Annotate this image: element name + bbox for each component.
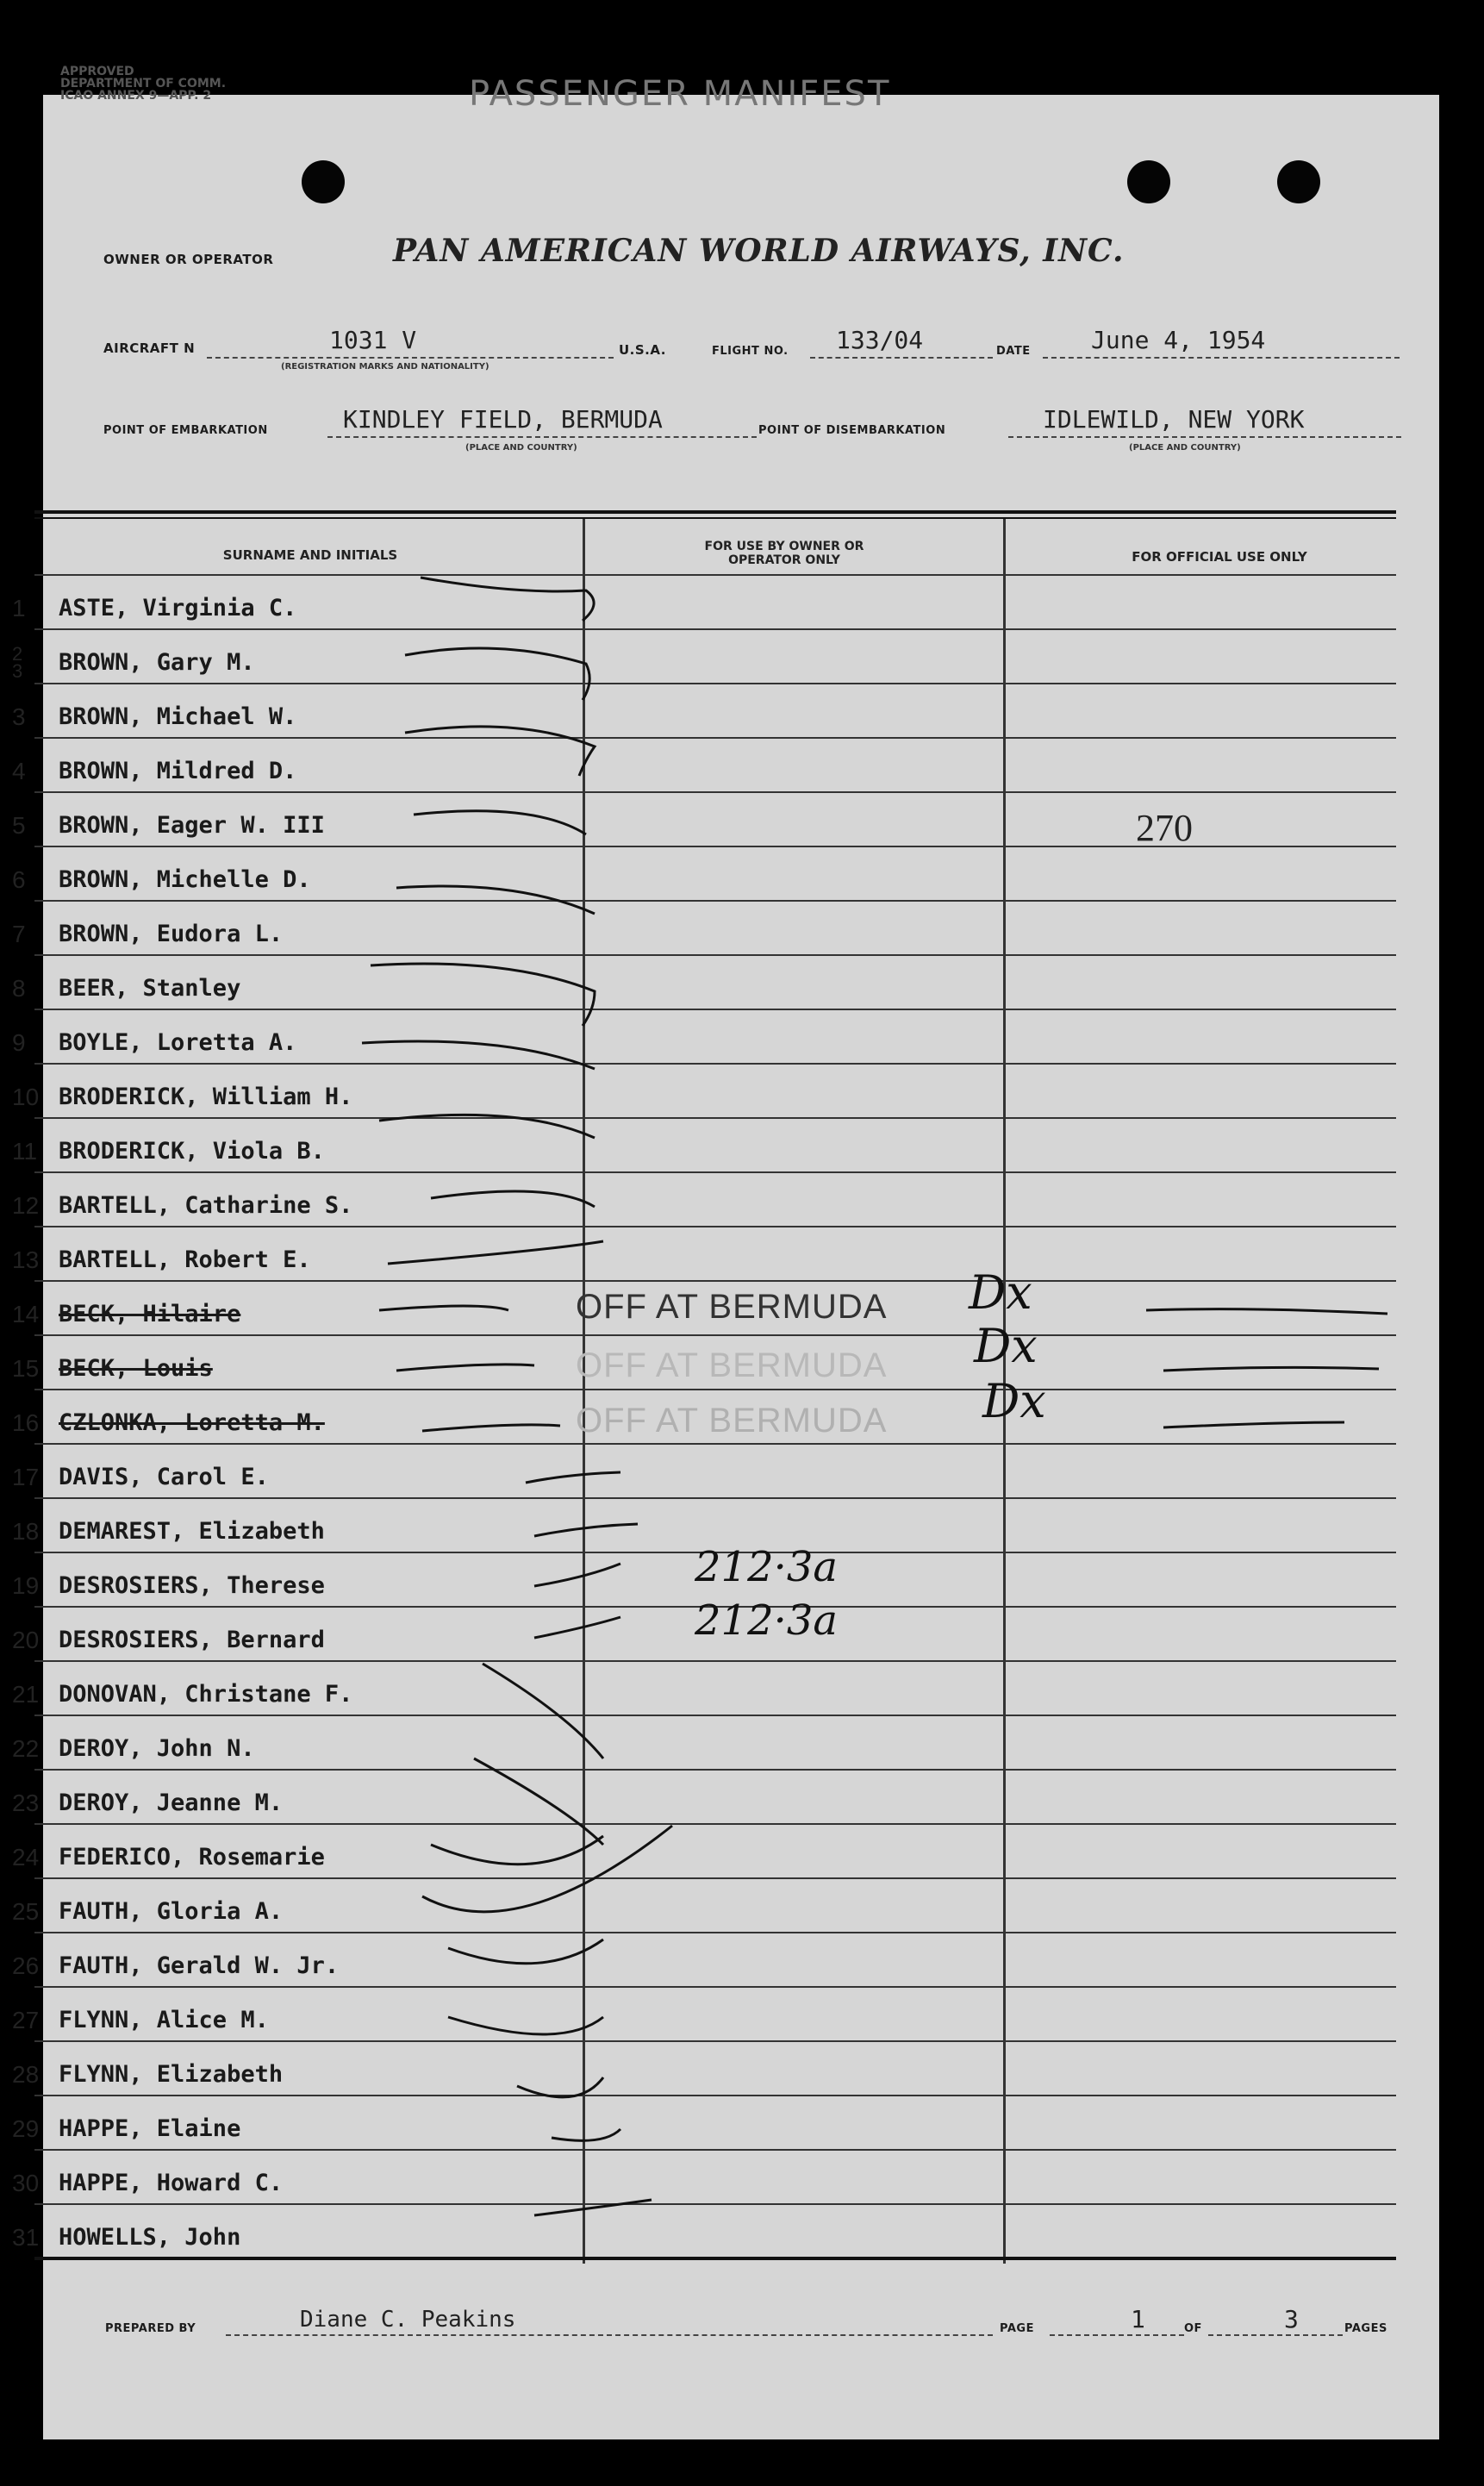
passenger-name: DESROSIERS, Bernard: [59, 1627, 325, 1653]
passenger-number: 22: [12, 1735, 40, 1762]
airline-name: PAN AMERICAN WORLD AIRWAYS, INC.: [393, 233, 1125, 269]
page-label: PAGE: [1000, 2322, 1034, 2335]
pages-underline: [1208, 2334, 1343, 2336]
passenger-name: BROWN, Gary M.: [59, 649, 255, 676]
passenger-number: 30: [12, 2170, 40, 2196]
date-label: DATE: [996, 345, 1031, 358]
passenger-number: 16: [12, 1409, 40, 1436]
embark-sublabel: (PLACE AND COUNTRY): [465, 443, 577, 453]
passenger-number: 6: [12, 866, 26, 893]
passenger-name: DEMAREST, Elizabeth: [59, 1518, 325, 1545]
passenger-number: 17: [12, 1464, 40, 1490]
flight-number: 133/04: [836, 326, 924, 354]
code-row-19: 212·3a: [695, 1543, 839, 1591]
owner-column-header: FOR USE BY OWNER OR OPERATOR ONLY: [704, 540, 864, 567]
disembark-label: POINT OF DISEMBARKATION: [758, 424, 946, 437]
passenger-name: FLYNN, Elizabeth: [59, 2061, 284, 2088]
embark-value: KINDLEY FIELD, BERMUDA: [343, 405, 663, 434]
passenger-number: 26: [12, 1952, 40, 1979]
passenger-name: HAPPE, Elaine: [59, 2115, 241, 2142]
page-underline: [1050, 2334, 1184, 2336]
aircraft-sublabel: (REGISTRATION MARKS AND NATIONALITY): [281, 362, 489, 372]
passenger-name: CZLONKA, Loretta M.: [59, 1409, 325, 1436]
passenger-name: BROWN, Michael W.: [59, 703, 297, 730]
passenger-number: 25: [12, 1898, 40, 1925]
disembark-sublabel: (PLACE AND COUNTRY): [1129, 443, 1241, 453]
passenger-name: FAUTH, Gloria A.: [59, 1898, 284, 1925]
passenger-name: ASTE, Virginia C.: [59, 595, 297, 622]
passenger-name: DONOVAN, Christane F.: [59, 1681, 353, 1708]
flight-date: June 4, 1954: [1091, 326, 1266, 354]
passenger-name: BECK, Hilaire: [59, 1301, 241, 1327]
prepared-underline: [226, 2334, 993, 2336]
prepared-by-name: Diane C. Peakins: [300, 2307, 516, 2333]
passenger-name: FAUTH, Gerald W. Jr.: [59, 1952, 340, 1979]
owner-label: OWNER OR OPERATOR: [103, 252, 274, 267]
passenger-name: DEROY, Jeanne M.: [59, 1790, 284, 1816]
passenger-name: BROWN, Michelle D.: [59, 866, 311, 893]
approval-line-1: APPROVED: [60, 65, 134, 78]
approval-line-3: ICAO ANNEX 9—APP. 2: [60, 89, 212, 103]
passenger-number: 7: [12, 921, 26, 947]
passenger-number: 10: [12, 1084, 40, 1110]
passenger-number: 19: [12, 1572, 40, 1599]
passenger-number: 20: [12, 1627, 40, 1653]
passenger-name: HAPPE, Howard C.: [59, 2170, 284, 2196]
passenger-number: 24: [12, 1844, 40, 1871]
passenger-name: DEROY, John N.: [59, 1735, 255, 1762]
initials-row-15: Dx: [974, 1319, 1038, 1373]
passenger-number: 21: [12, 1681, 40, 1708]
passenger-number: 4: [12, 758, 26, 784]
passenger-name: BRODERICK, William H.: [59, 1084, 353, 1110]
passenger-name: DAVIS, Carol E.: [59, 1464, 269, 1490]
disembark-value: IDLEWILD, NEW YORK: [1043, 405, 1305, 434]
passenger-number: 11: [12, 1138, 38, 1165]
passenger-number: 9: [12, 1029, 26, 1056]
official-column-header: FOR OFFICIAL USE ONLY: [1132, 549, 1307, 565]
total-pages: 3: [1284, 2305, 1299, 2333]
passenger-number: 29: [12, 2115, 40, 2142]
off-at-bermuda-row-16: OFF AT BERMUDA: [576, 1402, 888, 1440]
passenger-name: FLYNN, Alice M.: [59, 2007, 269, 2033]
passenger-number: 2 3: [12, 643, 23, 682]
pages-label: PAGES: [1344, 2322, 1387, 2335]
passenger-name: BEER, Stanley: [59, 975, 241, 1002]
passenger-number: 15: [12, 1355, 40, 1382]
passenger-number: 1: [12, 595, 26, 622]
passenger-number: 31: [12, 2224, 40, 2251]
passenger-name: BECK, Louis: [59, 1355, 213, 1382]
surname-column-header: SURNAME AND INITIALS: [222, 547, 398, 563]
embark-label: POINT OF EMBARKATION: [103, 424, 268, 437]
passenger-name: BARTELL, Catharine S.: [59, 1192, 353, 1219]
passenger-number: 5: [12, 812, 26, 839]
passenger-name: HOWELLS, John: [59, 2224, 241, 2251]
passenger-name: BRODERICK, Viola B.: [59, 1138, 325, 1165]
passenger-number: 23: [12, 1790, 40, 1816]
passenger-number: 27: [12, 2007, 40, 2033]
passenger-name: FEDERICO, Rosemarie: [59, 1844, 325, 1871]
off-at-bermuda-row-15: OFF AT BERMUDA: [576, 1346, 888, 1384]
passenger-name: BROWN, Mildred D.: [59, 758, 297, 784]
passenger-number: 18: [12, 1518, 40, 1545]
passenger-number: 14: [12, 1301, 40, 1327]
passenger-name: BROWN, Eager W. III: [59, 812, 325, 839]
page-number: 1: [1131, 2305, 1145, 2333]
passenger-name: BROWN, Eudora L.: [59, 921, 284, 947]
passenger-number: 13: [12, 1246, 40, 1273]
passenger-name: DESROSIERS, Therese: [59, 1572, 325, 1599]
approval-line-2: DEPARTMENT OF COMM.: [60, 77, 227, 91]
usa-label: U.S.A.: [619, 342, 666, 358]
of-label: OF: [1184, 2322, 1202, 2335]
initials-row-14: Dx: [969, 1265, 1032, 1320]
passenger-number: 28: [12, 2061, 40, 2088]
passenger-name: BOYLE, Loretta A.: [59, 1029, 297, 1056]
code-row-20: 212·3a: [695, 1596, 839, 1645]
passenger-name: BARTELL, Robert E.: [59, 1246, 311, 1273]
prepared-by-label: PREPARED BY: [105, 2322, 196, 2335]
passenger-number: 3: [12, 703, 26, 730]
page-title: PASSENGER MANIFEST: [469, 74, 891, 114]
initials-row-16: Dx: [982, 1374, 1046, 1428]
official-note-row-5: 270: [1136, 807, 1193, 849]
off-at-bermuda-row-14: OFF AT BERMUDA: [576, 1288, 888, 1326]
flight-no-label: FLIGHT NO.: [712, 345, 789, 358]
aircraft-label: AIRCRAFT N: [103, 340, 196, 356]
aircraft-value: 1031 V: [329, 326, 417, 354]
passenger-number: 8: [12, 975, 26, 1002]
passenger-number: 12: [12, 1192, 40, 1219]
